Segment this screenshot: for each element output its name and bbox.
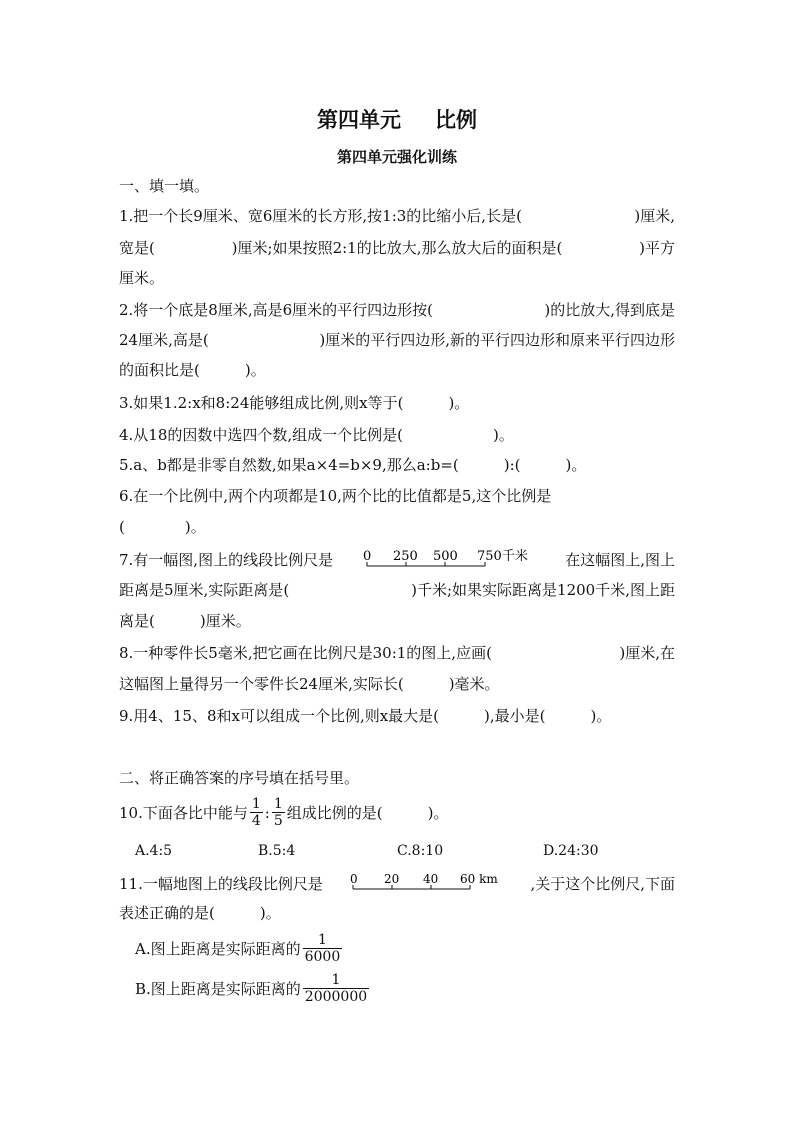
page-subtitle: 第四单元强化训练 xyxy=(336,148,457,166)
q1-text-e: )平方 xyxy=(639,239,675,257)
q10-option-a[interactable]: A.4:5 xyxy=(135,843,173,859)
q2-line1 xyxy=(119,300,675,320)
q1-text-c: 宽是( xyxy=(119,239,155,257)
q8-line1 xyxy=(119,643,675,663)
q10-frac2-denominator: 5 xyxy=(273,813,283,829)
q11-option-b[interactable] xyxy=(135,972,371,1005)
q1-line1 xyxy=(119,206,675,226)
q2-text-a: 2.将一个底是8厘米,高是6厘米的平行四边形按( xyxy=(119,301,434,319)
q11-prefix: 11.一幅地图上的线段比例尺是 xyxy=(119,875,323,893)
q10-option-d[interactable]: D.24:30 xyxy=(543,843,599,859)
q10-option-c[interactable]: C.8:10 xyxy=(397,843,444,859)
q2-text-d: )厘米的平行四边形,新的平行四边形和原来平行四边形 xyxy=(319,331,675,349)
q11-option-a-denominator: 6000 xyxy=(304,949,341,965)
q7-text-d: )千米;如果实际距离是1200千米,图上距 xyxy=(411,581,675,599)
q2-line3: 的面积比是( )。 xyxy=(119,361,266,379)
q10-frac1-numerator: 1 xyxy=(251,796,261,812)
q7-line1 xyxy=(119,548,675,570)
q11-line1 xyxy=(119,872,675,894)
q11-option-b-numerator: 1 xyxy=(331,972,341,988)
section1-heading: 一、填一填。 xyxy=(119,177,210,195)
q11-scale-label-2: 40 xyxy=(422,872,438,886)
q2-text-c: 24厘米,高是( xyxy=(119,331,209,349)
q7-scale-label-1: 250 xyxy=(393,549,418,564)
q10-prefix: 10.下面各比中能与 xyxy=(119,803,248,822)
q11-option-b-fraction xyxy=(303,972,369,1005)
q4-line: 4.从18的因数中选四个数,组成一个比例是( )。 xyxy=(119,426,514,444)
q10-fraction-1 xyxy=(250,796,263,829)
q1-line3: 厘米。 xyxy=(119,269,165,287)
section2-heading: 二、将正确答案的序号填在括号里。 xyxy=(119,769,360,787)
q11-scale-graphic xyxy=(350,872,504,894)
q10-fraction-2 xyxy=(272,796,285,829)
q11-option-a-text: A.图上距离是实际距离的 xyxy=(135,939,301,958)
q11-line2: 表述正确的是( )。 xyxy=(119,904,281,922)
q7-line3: 离是( )厘米。 xyxy=(119,612,251,630)
q7-scale-graphic xyxy=(363,548,535,570)
q10-line xyxy=(119,796,448,829)
q11-scale-label-3: 60 km xyxy=(459,872,498,886)
unit-label: 第四单元 xyxy=(317,108,401,132)
q7-text-a: 7.有一幅图,图上的线段比例尺是 xyxy=(119,551,334,569)
q9-line: 9.用4、15、8和x可以组成一个比例,则x最大是( ),最小是( )。 xyxy=(119,707,612,725)
q11-suffix: ,关于这个比例尺,下面 xyxy=(530,875,675,893)
q10-suffix: 组成比例的是( )。 xyxy=(286,803,449,822)
q7-scale-label-3: 750千米 xyxy=(477,549,528,564)
q11-option-a-numerator: 1 xyxy=(317,932,327,948)
q3-line: 3.如果1.2:x和8:24能够组成比例,则x等于( )。 xyxy=(119,394,470,412)
q11-scale-label-1: 20 xyxy=(383,872,399,886)
q8-text-a: 8.一种零件长5毫米,把它画在比例尺是30:1的图上,应画( xyxy=(119,644,492,662)
q5-line: 5.a、b都是非零自然数,如果a×4=b×9,那么a:b=( ):( )。 xyxy=(119,456,587,474)
q6-line2: ( )。 xyxy=(119,518,206,536)
q8-text-b: )厘米,在 xyxy=(619,644,675,662)
q7-text-c: 距离是5厘米,实际距离是( xyxy=(119,581,290,599)
q11-option-b-text: B.图上距离是实际距离的 xyxy=(135,979,301,998)
q1-text-b: )厘米, xyxy=(634,207,675,225)
q11-scale-bar xyxy=(350,872,504,894)
q1-line2 xyxy=(119,238,675,258)
q7-text-b: 在这幅图上,图上 xyxy=(565,551,675,569)
q10-option-b[interactable]: B.5:4 xyxy=(258,843,296,859)
page-title xyxy=(0,104,794,134)
q1-text-d: )厘米;如果按照2:1的比放大,那么放大后的面积是( xyxy=(231,239,563,257)
q7-line2 xyxy=(119,580,675,600)
q2-text-b: )的比放大,得到底是 xyxy=(544,301,675,319)
q1-text-a: 1.把一个长9厘米、宽6厘米的长方形,按1:3的比缩小后,长是( xyxy=(119,207,522,225)
q11-option-b-denominator: 2000000 xyxy=(304,989,368,1005)
q7-scale-label-2: 500 xyxy=(433,549,458,564)
q10-colon: : xyxy=(264,803,270,822)
q10-frac1-denominator: 4 xyxy=(251,813,261,829)
q6-line1: 6.在一个比例中,两个内项都是10,两个比的比值都是5,这个比例是 xyxy=(119,487,552,505)
q7-scale-bar xyxy=(363,548,535,570)
q10-frac2-numerator: 1 xyxy=(273,796,283,812)
q8-line2: 这幅图上量得另一个零件长24厘米,实际长( )毫米。 xyxy=(119,675,500,693)
q11-option-a-fraction xyxy=(303,932,343,965)
q11-scale-label-0: 0 xyxy=(349,872,358,886)
unit-topic: 比例 xyxy=(435,108,477,132)
q11-option-a[interactable] xyxy=(135,932,344,965)
q7-scale-label-0: 0 xyxy=(363,549,372,564)
q2-line2 xyxy=(119,330,675,350)
